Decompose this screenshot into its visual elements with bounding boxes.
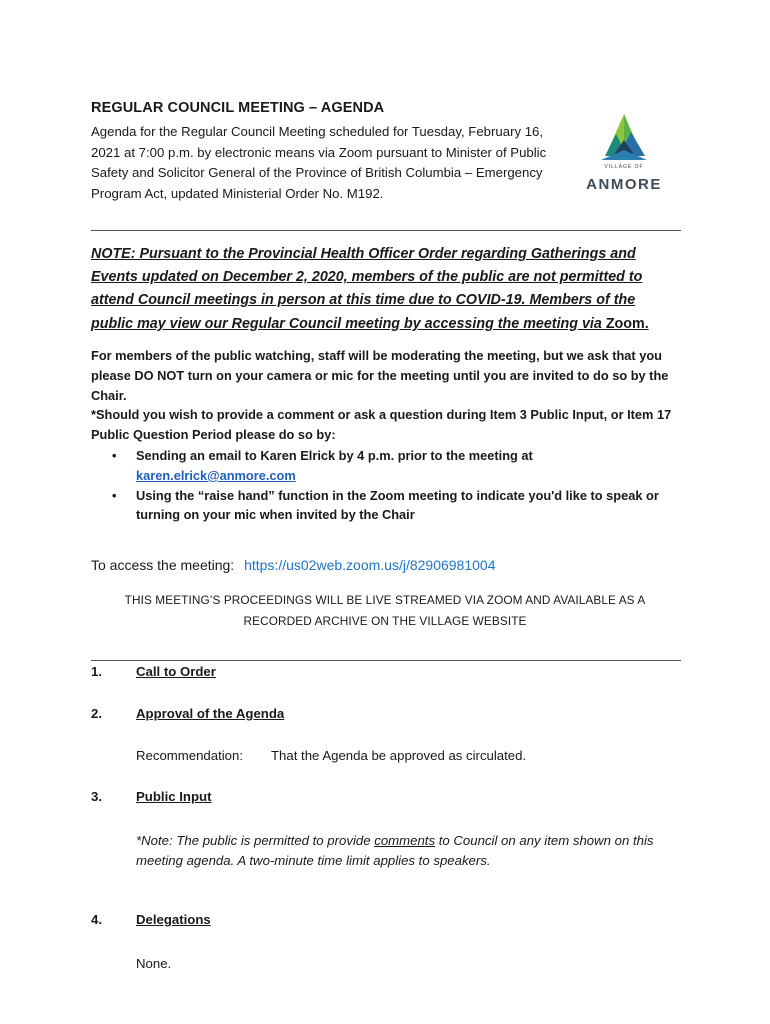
- public-input-note: [136, 831, 681, 871]
- anmore-logo: [583, 110, 665, 200]
- mountain-logo-icon: [583, 110, 665, 166]
- item-1-number: 1.: [91, 664, 102, 679]
- list-item: [110, 446, 680, 486]
- divider: [91, 660, 681, 661]
- bullet-icon: •: [112, 487, 117, 503]
- agenda-subtitle: Agenda for the Regular Council Meeting scheduled for Tuesday, February 16, 2021 at 7:00 p.m. by electronic means via Zoom pursuant to Minister of Public Safety and Solicitor General of the Province of British Columbia – Emergency Program Act, updated Ministerial Order No. M192.: [91, 124, 547, 202]
- email-link[interactable]: karen.elrick@anmore.com: [136, 467, 296, 483]
- zoom-text: Zoom.: [605, 315, 649, 332]
- recommendation-label: Recommendation:: [136, 748, 244, 763]
- item-3-title: Public Input: [136, 789, 212, 804]
- zoom-meeting-link[interactable]: https://us02web.zoom.us/j/82906981004: [244, 557, 496, 573]
- list-item: [110, 486, 680, 526]
- public-note-underlined: comments: [374, 833, 436, 848]
- item-2-number: 2.: [91, 706, 102, 721]
- recommendation-text: That the Agenda be approved as circulated.: [271, 748, 527, 763]
- instructions-para-2: *Should you wish to provide a comment or ask a question during Item 3 Public Input, or Item 17 Public Question Period please do so by:: [91, 407, 672, 443]
- livestream-notice: [91, 590, 679, 632]
- public-note-post: to Council on any item shown on this meeting agenda. A two-minute time limit applies to speakers.: [136, 833, 654, 868]
- item-1-title: Call to Order: [136, 664, 216, 679]
- bullet-icon: •: [112, 448, 117, 463]
- public-instructions: [91, 346, 681, 445]
- item-4-number: 4.: [91, 912, 102, 927]
- bullet-2-text: Using the “raise hand” function in the Zoom meeting to indicate you'd like to speak or turning on your mic when invited by the Chair: [136, 487, 659, 523]
- livestream-line-2: RECORDED ARCHIVE ON THE VILLAGE WEBSITE: [243, 614, 527, 628]
- divider: [91, 230, 681, 231]
- covid-note-text: NOTE: Pursuant to the Provincial Health Officer Order regarding Gatherings and Events updated on December 2, 2020, members of the public are not permitted to attend Council meetings in person at this time due to COVID-19. Members of the public may view our Regular Council meeting by accessing the meeting via: [91, 246, 643, 332]
- instructions-list: [110, 446, 680, 525]
- covid-note: [91, 243, 671, 336]
- item-4-title: Delegations: [136, 912, 211, 927]
- meeting-access: [91, 557, 495, 573]
- access-label: To access the meeting:: [91, 557, 235, 573]
- page-title: REGULAR COUNCIL MEETING – AGENDA: [91, 100, 385, 116]
- delegations-body: None.: [136, 956, 172, 971]
- public-note-pre: *Note: The public is permitted to provide: [136, 833, 375, 848]
- logo-small-text: VILLAGE OF: [604, 164, 644, 170]
- item-2-title: Approval of the Agenda: [136, 706, 285, 721]
- instructions-para-1: For members of the public watching, staff will be moderating the meeting, but we ask that you please DO NOT turn on your camera or mic for the meeting until you are invited to do so by the Chair.: [91, 348, 669, 403]
- bullet-1-text: Sending an email to Karen Elrick by 4 p.m. prior to the meeting at: [136, 448, 533, 463]
- logo-big-text: ANMORE: [586, 176, 662, 193]
- livestream-line-1: THIS MEETING’S PROCEEDINGS WILL BE LIVE STREAMED VIA ZOOM AND AVAILABLE AS A: [124, 593, 646, 607]
- item-3-number: 3.: [91, 789, 102, 804]
